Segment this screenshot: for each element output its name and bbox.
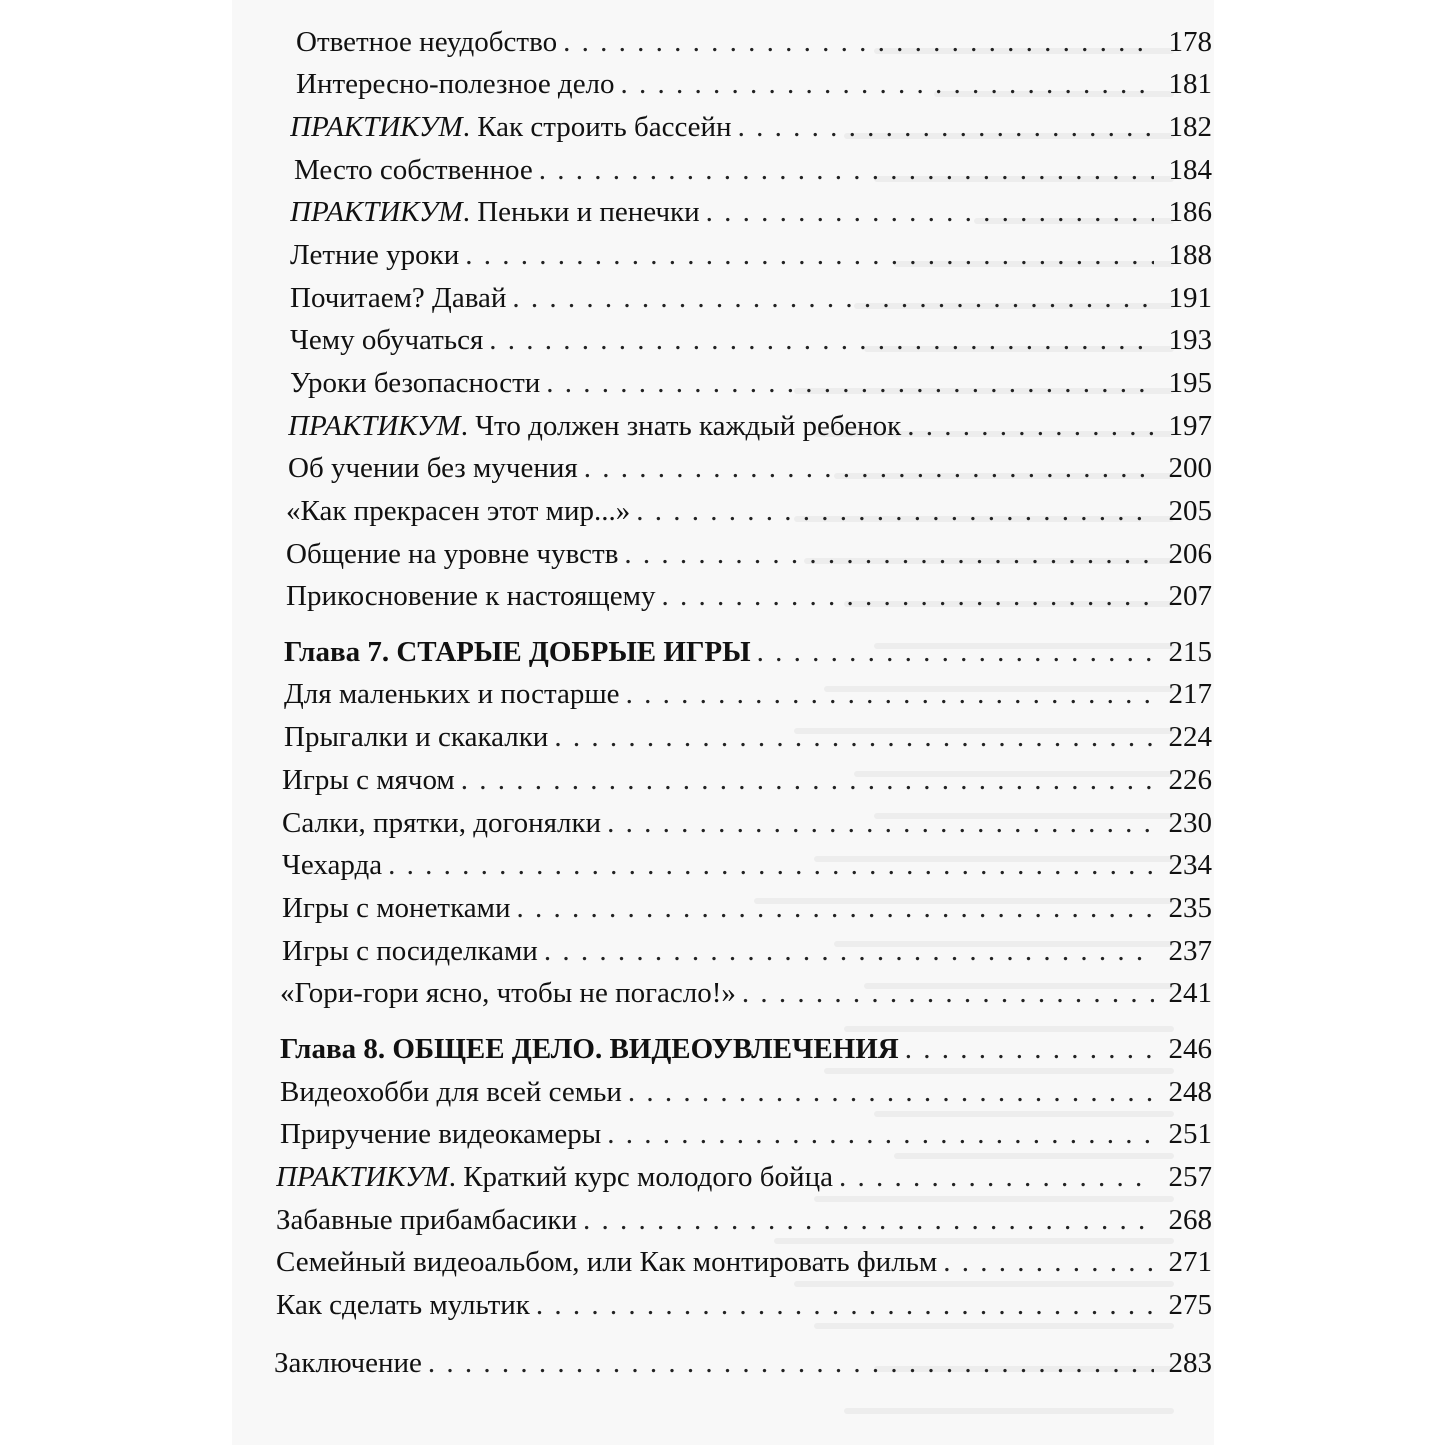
- toc-entry-text: Чехарда: [282, 849, 383, 881]
- toc-entry: [286, 538, 1212, 578]
- toc-entry-title: [296, 68, 621, 101]
- toc-entry-prefix: ПРАКТИКУМ: [290, 111, 463, 143]
- toc-entry-text: Место собственное: [294, 154, 533, 186]
- toc-page-number: 178: [1168, 26, 1212, 58]
- toc-entry: [276, 1289, 1212, 1329]
- toc-page-number: 241: [1168, 977, 1212, 1009]
- toc-entry: [280, 1118, 1212, 1158]
- toc-page-number: 217: [1168, 678, 1212, 710]
- toc-entry-text: Почитаем? Давай: [290, 282, 507, 314]
- toc-entry-text: «Гори-гори ясно, чтобы не погасло!»: [280, 977, 736, 1009]
- toc-entry-text: Уроки безопасности: [290, 367, 541, 399]
- toc-entry-title: [282, 892, 517, 925]
- dot-leader: [626, 678, 1154, 711]
- dot-leader: [905, 1033, 1154, 1066]
- toc-page-number: 248: [1168, 1076, 1212, 1108]
- toc-entry: [296, 26, 1212, 66]
- toc-entry-text: Глава 8. ОБЩЕЕ ДЕЛО. ВИДЕОУВЛЕЧЕНИЯ: [280, 1033, 899, 1065]
- toc-entry-text: Семейный видеоальбом, или Как монтировать фильм: [276, 1246, 938, 1278]
- toc-page-number: 224: [1168, 721, 1212, 753]
- toc-entry-text: Игры с монетками: [282, 892, 511, 924]
- toc-page-number: 186: [1168, 196, 1212, 228]
- toc-entry-title: [294, 154, 539, 187]
- toc-page-number: 246: [1168, 1033, 1212, 1065]
- dot-leader: [742, 977, 1154, 1010]
- dot-leader: [607, 1118, 1154, 1151]
- toc-entry-title: [280, 1118, 607, 1151]
- toc-entry-title: [276, 1289, 536, 1322]
- dot-leader: [388, 849, 1154, 882]
- dot-leader: [512, 282, 1154, 315]
- toc-entry: [288, 410, 1212, 450]
- toc-chapter-heading: [284, 636, 1212, 676]
- dot-leader: [661, 580, 1154, 613]
- toc-entry-title: [276, 1204, 583, 1237]
- toc-entry-prefix: ПРАКТИКУМ: [290, 196, 463, 228]
- toc-page-number: 184: [1168, 154, 1212, 186]
- toc-entry-title: [282, 764, 461, 797]
- toc-entry: [282, 935, 1212, 975]
- toc-entry-title: [276, 1246, 943, 1279]
- toc-entry: [274, 1347, 1212, 1387]
- toc-entry-text: «Как прекрасен этот мир...»: [286, 495, 631, 527]
- toc-entry-text: Об учении без мучения: [288, 452, 578, 484]
- toc-page-number: 251: [1168, 1118, 1212, 1150]
- toc-entry-title: [286, 495, 636, 528]
- toc-entry-text: Прикосновение к настоящему: [286, 580, 656, 612]
- toc-entry-title: [290, 367, 546, 400]
- toc-page-number: 215: [1168, 636, 1212, 668]
- toc-entry-text: Игры с мячом: [282, 764, 455, 796]
- toc-entry-title: [290, 111, 738, 144]
- toc-entry-text: Забавные прибамбасики: [276, 1204, 577, 1236]
- toc-entry-prefix: ПРАКТИКУМ: [276, 1161, 449, 1193]
- toc-entry: [286, 495, 1212, 535]
- dot-leader: [738, 111, 1154, 144]
- toc-entry-text: . Пеньки и пенечки: [462, 196, 700, 228]
- toc-entry: [282, 892, 1212, 932]
- toc-entry-title: [282, 807, 607, 840]
- toc-entry-text: Летние уроки: [290, 239, 460, 271]
- toc-entry: [296, 68, 1212, 108]
- toc-entry: [280, 1076, 1212, 1116]
- toc-entry: [286, 580, 1212, 620]
- toc-entry-title: [280, 1076, 628, 1109]
- toc-entry-title: [290, 239, 465, 272]
- toc-entry: [284, 721, 1212, 761]
- toc-page-number: 257: [1168, 1161, 1212, 1193]
- dot-leader: [536, 1289, 1154, 1322]
- toc-entry: [294, 154, 1212, 194]
- toc-entry-title: [296, 26, 563, 59]
- toc-page-number: 197: [1168, 410, 1212, 442]
- toc-entry-text: Как сделать мультик: [276, 1289, 530, 1321]
- dot-leader: [461, 764, 1154, 797]
- dot-leader: [563, 26, 1154, 59]
- toc-entry-text: Прыгалки и скакалки: [284, 721, 549, 753]
- toc-page-number: 200: [1168, 452, 1212, 484]
- dot-leader: [583, 1204, 1154, 1237]
- toc-entry-title: [284, 636, 757, 669]
- toc-page-number: 191: [1168, 282, 1212, 314]
- toc-entry-title: [274, 1347, 428, 1380]
- toc-entry-text: . Как строить бассейн: [462, 111, 732, 143]
- bleed-through-line: [844, 1026, 1174, 1032]
- dot-leader: [624, 538, 1154, 571]
- dot-leader: [489, 324, 1154, 357]
- toc-entry-title: [290, 282, 512, 315]
- bleed-through-line: [844, 1408, 1174, 1414]
- toc-entry-title: [282, 849, 388, 882]
- toc-entry-text: Чему обучаться: [290, 324, 484, 356]
- dot-leader: [621, 68, 1154, 101]
- toc-page-number: 188: [1168, 239, 1212, 271]
- toc-entry-title: [288, 410, 907, 443]
- toc-entry-title: [286, 538, 624, 571]
- toc-entry: [290, 367, 1212, 407]
- toc-entry: [276, 1246, 1212, 1286]
- dot-leader: [636, 495, 1154, 528]
- dot-leader: [554, 721, 1154, 754]
- toc-entry-text: . Краткий курс молодого бойца: [448, 1161, 833, 1193]
- dot-leader: [428, 1347, 1154, 1380]
- toc-entry-title: [284, 721, 554, 754]
- toc-page-number: 237: [1168, 935, 1212, 967]
- toc-page-number: 275: [1168, 1289, 1212, 1321]
- toc-entry-text: Видеохобби для всей семьи: [280, 1076, 622, 1108]
- toc-entry-prefix: ПРАКТИКУМ: [288, 410, 461, 442]
- dot-leader: [839, 1161, 1154, 1194]
- toc-entry-text: Салки, прятки, догонялки: [282, 807, 602, 839]
- toc-entry-title: [276, 1161, 839, 1194]
- toc-entry: [288, 452, 1212, 492]
- toc-entry-text: Интересно-полезное дело: [296, 68, 615, 100]
- toc-entry-title: [284, 678, 626, 711]
- dot-leader: [628, 1076, 1154, 1109]
- toc-entry-title: [282, 935, 544, 968]
- toc-page-number: 234: [1168, 849, 1212, 881]
- toc-page-number: 207: [1168, 580, 1212, 612]
- dot-leader: [607, 807, 1154, 840]
- toc-entry-title: [280, 1033, 905, 1066]
- dot-leader: [546, 367, 1154, 400]
- toc-page-number: 271: [1168, 1246, 1212, 1278]
- toc-entry-text: . Что должен знать каждый ребенок: [460, 410, 902, 442]
- toc-entry-title: [290, 324, 489, 357]
- toc-entry-text: Заключение: [274, 1347, 422, 1379]
- dot-leader: [584, 452, 1154, 485]
- toc-entry: [290, 282, 1212, 322]
- toc-page-number: 195: [1168, 367, 1212, 399]
- toc-page-number: 230: [1168, 807, 1212, 839]
- toc-page-number: 226: [1168, 764, 1212, 796]
- toc-entry-title: [286, 580, 661, 613]
- toc-page-number: 193: [1168, 324, 1212, 356]
- toc-entry: [290, 111, 1212, 151]
- toc-chapter-heading: [280, 1033, 1212, 1073]
- toc-page-number: 182: [1168, 111, 1212, 143]
- toc-entry-title: [290, 196, 706, 229]
- toc-entry: [276, 1161, 1212, 1201]
- toc-entry: [282, 849, 1212, 889]
- dot-leader: [517, 892, 1154, 925]
- toc-page-number: 268: [1168, 1204, 1212, 1236]
- toc-page-number: 205: [1168, 495, 1212, 527]
- dot-leader: [757, 636, 1154, 669]
- toc-entry-title: [280, 977, 742, 1010]
- dot-leader: [539, 154, 1154, 187]
- book-page: [232, 0, 1214, 1445]
- toc-entry-text: Приручение видеокамеры: [280, 1118, 602, 1150]
- toc-entry: [276, 1204, 1212, 1244]
- toc-page-number: 235: [1168, 892, 1212, 924]
- dot-leader: [544, 935, 1154, 968]
- toc-entry: [284, 678, 1212, 718]
- dot-leader: [465, 239, 1154, 272]
- toc-entry: [280, 977, 1212, 1017]
- toc-entry-text: Ответное неудобство: [296, 26, 558, 58]
- dot-leader: [907, 410, 1154, 443]
- toc-page-number: 283: [1168, 1347, 1212, 1379]
- toc-entry: [290, 196, 1212, 236]
- toc-page-number: 206: [1168, 538, 1212, 570]
- dot-leader: [706, 196, 1154, 229]
- toc-entry: [290, 239, 1212, 279]
- toc-entry: [282, 764, 1212, 804]
- dot-leader: [943, 1246, 1154, 1279]
- toc-entry-text: Глава 7. СТАРЫЕ ДОБРЫЕ ИГРЫ: [284, 636, 751, 668]
- toc-entry: [282, 807, 1212, 847]
- toc-page-number: 181: [1168, 68, 1212, 100]
- toc-entry: [290, 324, 1212, 364]
- toc-entry-text: Игры с посиделками: [282, 935, 538, 967]
- toc-entry-text: Общение на уровне чувств: [286, 538, 619, 570]
- toc-entry-title: [288, 452, 584, 485]
- toc-entry-text: Для маленьких и постарше: [284, 678, 620, 710]
